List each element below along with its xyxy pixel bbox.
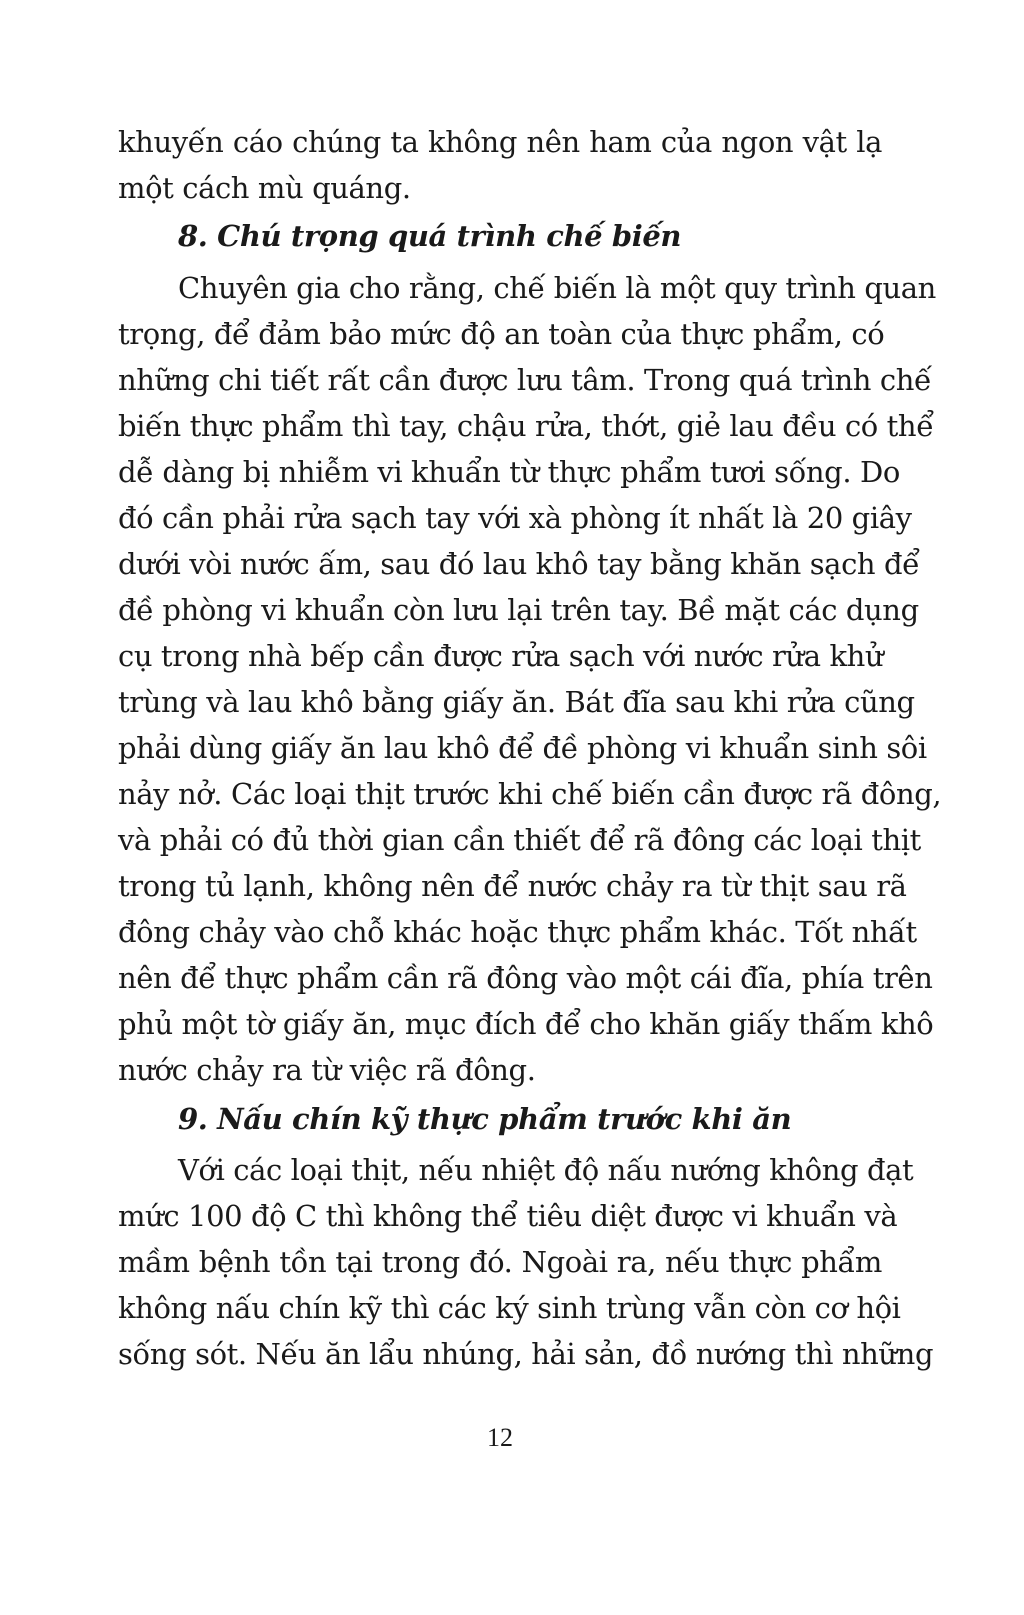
body-text-line: sống sót. Nếu ăn lẩu nhúng, hải sản, đồ nướng thì những (118, 1337, 934, 1371)
section-heading: 9. Nấu chín kỹ thực phẩm trước khi ăn (178, 1102, 792, 1136)
body-text-line: không nấu chín kỹ thì các ký sinh trùng vẫn còn cơ hội (118, 1291, 901, 1325)
body-text-line: một cách mù quáng. (118, 171, 411, 205)
page-number: 12 (487, 1423, 513, 1452)
body-text-line: Chuyên gia cho rằng, chế biến là một quy trình quan (178, 271, 936, 305)
body-text-line: mức 100 độ C thì không thể tiêu diệt được vi khuẩn và (118, 1199, 898, 1233)
body-text-line: dưới vòi nước ấm, sau đó lau khô tay bằng khăn sạch để (118, 547, 920, 581)
section-heading: 8. Chú trọng quá trình chế biến (178, 219, 682, 253)
body-text-line: đông chảy vào chỗ khác hoặc thực phẩm khác. Tốt nhất (118, 915, 917, 949)
body-text-line: Với các loại thịt, nếu nhiệt độ nấu nướng không đạt (178, 1153, 914, 1187)
body-text-line: phải dùng giấy ăn lau khô để đề phòng vi khuẩn sinh sôi (118, 731, 927, 765)
body-text-line: biến thực phẩm thì tay, chậu rửa, thớt, giẻ lau đều có thể (118, 409, 934, 443)
body-text-line: đề phòng vi khuẩn còn lưu lại trên tay. Bề mặt các dụng (118, 593, 919, 627)
body-text-line: khuyến cáo chúng ta không nên ham của ngon vật lạ (118, 125, 882, 159)
body-text-line: nên để thực phẩm cần rã đông vào một cái đĩa, phía trên (118, 961, 933, 995)
body-text-line: cụ trong nhà bếp cần được rửa sạch với nước rửa khử (118, 639, 884, 673)
body-text-line: và phải có đủ thời gian cần thiết để rã đông các loại thịt (118, 823, 921, 857)
body-text-line: mầm bệnh tồn tại trong đó. Ngoài ra, nếu thực phẩm (118, 1245, 882, 1279)
body-text-line: dễ dàng bị nhiễm vi khuẩn từ thực phẩm tươi sống. Do (118, 455, 900, 489)
body-text-line: đó cần phải rửa sạch tay với xà phòng ít nhất là 20 giây (118, 501, 912, 535)
body-text-line: những chi tiết rất cần được lưu tâm. Trong quá trình chế (118, 363, 932, 397)
body-text-line: nảy nở. Các loại thịt trước khi chế biến cần được rã đông, (118, 777, 942, 811)
body-text-line: phủ một tờ giấy ăn, mục đích để cho khăn giấy thấm khô (118, 1007, 934, 1041)
body-text-line: trọng, để đảm bảo mức độ an toàn của thực phẩm, có (118, 317, 885, 351)
body-text-line: trong tủ lạnh, không nên để nước chảy ra từ thịt sau rã (118, 869, 907, 903)
body-text-line: trùng và lau khô bằng giấy ăn. Bát đĩa sau khi rửa cũng (118, 685, 915, 719)
body-text-line: nước chảy ra từ việc rã đông. (118, 1053, 536, 1087)
